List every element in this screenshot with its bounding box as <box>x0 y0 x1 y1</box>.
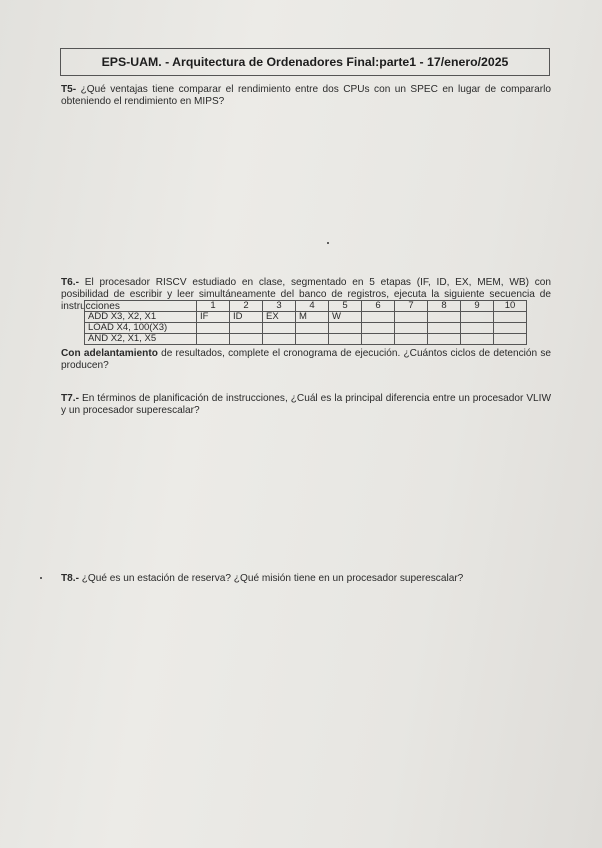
question-t6-label: T6.- <box>61 277 79 288</box>
speck-mark <box>40 577 42 579</box>
stage-cell[interactable] <box>461 312 494 323</box>
question-t8-text: ¿Qué es un estación de reserva? ¿Qué misión tiene en un procesador superescalar? <box>78 573 464 584</box>
cycle-header: 10 <box>494 301 527 312</box>
question-t6-bold: Con adelantamiento <box>61 348 158 359</box>
stage-cell[interactable] <box>428 323 461 334</box>
question-t8-label: T8.- <box>61 573 79 584</box>
stage-cell[interactable] <box>428 312 461 323</box>
stage-cell[interactable] <box>494 334 527 345</box>
question-t6-followup <box>61 348 551 372</box>
question-t5-text: ¿Qué ventajas tiene comparar el rendimiento entre dos CPUs con un SPEC en lugar de compararlo obteniendo el rendimiento en MIPS? <box>61 84 551 107</box>
exam-title: EPS-UAM. - Arquitectura de Ordenadores Final:parte1 - 17/enero/2025 <box>101 55 509 69</box>
question-t7-text: En términos de planificación de instrucciones, ¿Cuál es la principal diferencia entre un procesador VLIW y un procesador superescalar? <box>61 393 551 416</box>
pipeline-row <box>85 334 527 345</box>
question-t7 <box>61 393 551 417</box>
stage-cell[interactable] <box>461 323 494 334</box>
stage-cell[interactable] <box>395 334 428 345</box>
pipeline-header-blank <box>85 301 197 312</box>
pipeline-row <box>85 323 527 334</box>
speck-mark <box>327 242 329 244</box>
cycle-header: 5 <box>329 301 362 312</box>
stage-cell[interactable] <box>197 334 230 345</box>
cycle-header: 2 <box>230 301 263 312</box>
question-t5-label: T5- <box>61 84 77 95</box>
stage-cell[interactable]: IF <box>197 312 230 323</box>
stage-cell[interactable] <box>494 312 527 323</box>
question-t8 <box>61 573 551 585</box>
instruction-cell: LOAD X4, 100(X3) <box>85 323 197 334</box>
instruction-cell: ADD X3, X2, X1 <box>85 312 197 323</box>
stage-cell[interactable] <box>362 334 395 345</box>
stage-cell[interactable] <box>461 334 494 345</box>
cycle-header: 4 <box>296 301 329 312</box>
stage-cell[interactable] <box>494 323 527 334</box>
question-t5 <box>61 84 551 108</box>
stage-cell[interactable] <box>263 323 296 334</box>
stage-cell[interactable] <box>428 334 461 345</box>
stage-cell[interactable]: ID <box>230 312 263 323</box>
stage-cell[interactable] <box>329 334 362 345</box>
stage-cell[interactable] <box>329 323 362 334</box>
question-t6-followup-text: de resultados, complete el cronograma de ejecución. ¿Cuántos ciclos de detención se producen? <box>61 348 551 371</box>
stage-cell[interactable]: M <box>296 312 329 323</box>
stage-cell[interactable]: W <box>329 312 362 323</box>
stage-cell[interactable] <box>296 323 329 334</box>
stage-cell[interactable] <box>263 334 296 345</box>
pipeline-header-row <box>85 301 527 312</box>
stage-cell[interactable] <box>296 334 329 345</box>
pipeline-row <box>85 312 527 323</box>
cycle-header: 3 <box>263 301 296 312</box>
stage-cell[interactable] <box>197 323 230 334</box>
question-t6-text: El procesador RISCV estudiado en clase, segmentado en 5 etapas (IF, ID, EX, MEM, WB) con posibilidad de escribir y leer simultáneamente del banco de registros, ejecuta la siguiente secuencia de instrucciones <box>61 277 551 312</box>
stage-cell[interactable] <box>362 323 395 334</box>
cycle-header: 6 <box>362 301 395 312</box>
stage-cell[interactable] <box>362 312 395 323</box>
cycle-header: 1 <box>197 301 230 312</box>
cycle-header: 8 <box>428 301 461 312</box>
question-t7-label: T7.- <box>61 393 79 404</box>
stage-cell[interactable] <box>395 323 428 334</box>
stage-cell[interactable] <box>230 323 263 334</box>
stage-cell[interactable]: EX <box>263 312 296 323</box>
cycle-header: 7 <box>395 301 428 312</box>
pipeline-table <box>84 300 527 345</box>
stage-cell[interactable] <box>230 334 263 345</box>
cycle-header: 9 <box>461 301 494 312</box>
instruction-cell: AND X2, X1, X5 <box>85 334 197 345</box>
exam-header <box>60 48 550 76</box>
stage-cell[interactable] <box>395 312 428 323</box>
